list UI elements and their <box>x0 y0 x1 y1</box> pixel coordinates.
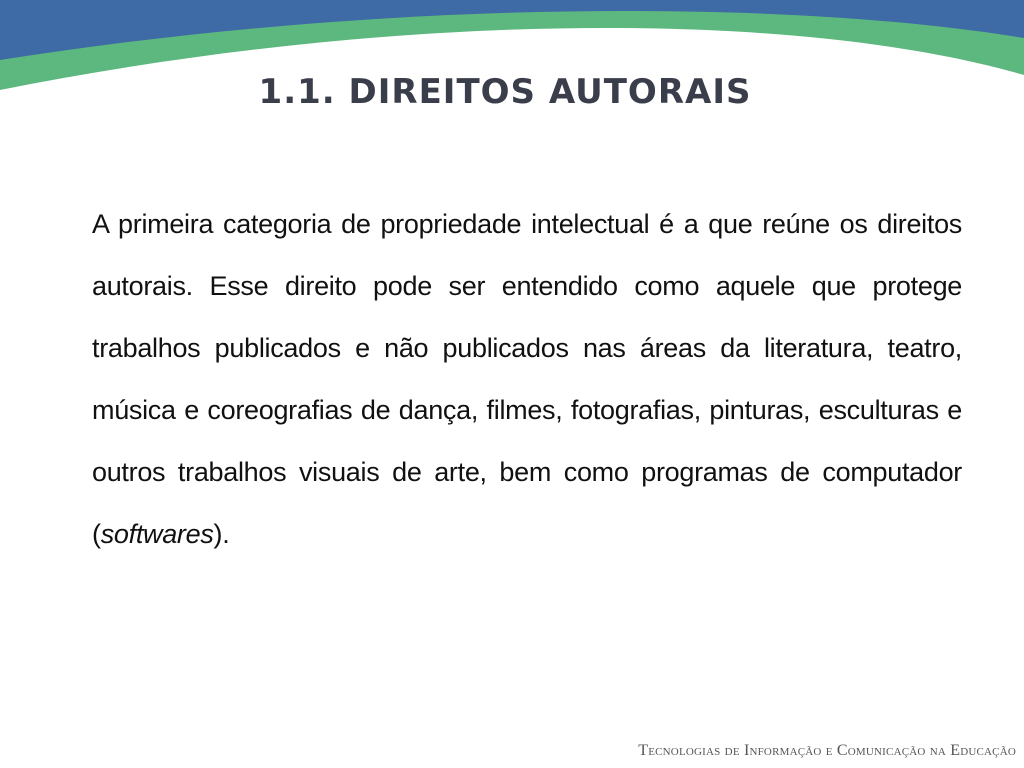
body-text-italic-term: softwares <box>100 519 214 549</box>
footer-caption: Tecnologias de Informação e Comunicação na Educação <box>638 742 1016 759</box>
slide-body-text <box>92 193 962 565</box>
body-text-end: ). <box>213 519 230 549</box>
body-text-main: A primeira categoria de propriedade intelectual é a que reúne os direitos autorais. Esse direito pode ser entendido como aquele que protege trabalhos publicados e não publicados nas áreas da literatura, teatro, música e coreografias de dança, filmes, fotografias, pinturas, esculturas e outros trabalhos visuais de arte, bem como programas de computador ( <box>92 209 962 549</box>
slide-title: 1.1. DIREITOS AUTORAIS <box>258 72 752 112</box>
